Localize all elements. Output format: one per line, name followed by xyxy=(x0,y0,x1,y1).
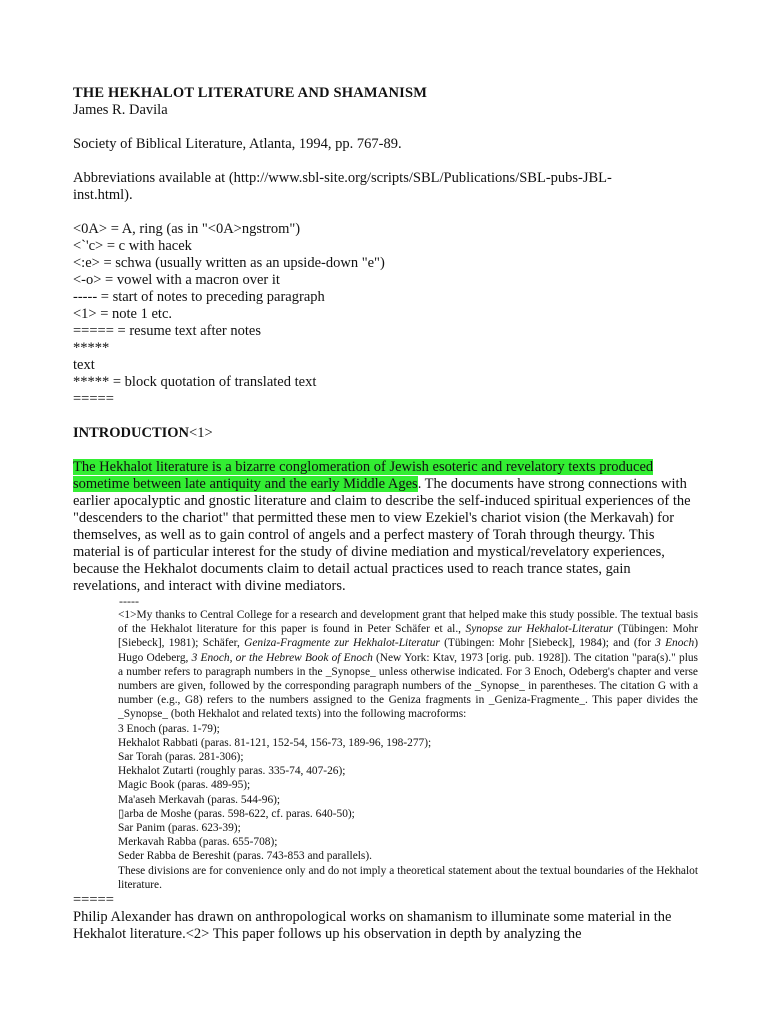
footnote-text: (Tübingen: Mohr [Siebeck], 1984); and (for xyxy=(439,637,656,650)
footnote-text: (New York: Ktav, 1973 [orig. pub. 1928]). The citation "para(s)." plus a number refers to paragraph numbers in the _Synopse_ unless otherwise indicated. For 3 Enoch, Odeberg's chapter and verse numbers are given, followed by the corresponding paragraph numbers of the _Synopse_ in parentheses. The citation G with a number (e.g., G8) refers to the numbers assigned to the Geniza fragments in _Geniza-Fragmente_. This paper divides the _Synopse_ (both Hekhalot and related texts) into the following macroforms: xyxy=(118,651,698,721)
notes-open-marker: ----- xyxy=(119,594,139,608)
legend-line: ***** = block quotation of translated text xyxy=(73,374,317,390)
footnote-text: ) Hugo Odeberg, xyxy=(118,637,698,664)
macroform-item: Magic Book (paras. 489-95); xyxy=(118,779,251,792)
abbreviations-line-1: Abbreviations available at (http://www.sbl-site.org/scripts/SBL/Publications/SBL-pubs-JBL- xyxy=(73,170,612,186)
footnote-closing: These divisions are for convenience only and do not imply a theoretical statement about the textual boundaries of the Hekhalot literature. xyxy=(118,864,698,891)
legend-line: <`'c> = c with hacek xyxy=(73,238,192,254)
macroform-item: Hekhalot Rabbati (paras. 81-121, 152-54, 156-73, 189-96, 198-277); xyxy=(118,736,432,749)
macroform-item: Merkavah Rabba (paras. 655-708); xyxy=(118,836,278,849)
legend-line: ===== = resume text after notes xyxy=(73,323,261,339)
footnote-italic-title: 3 Enoch, or the Hebrew Book of Enoch xyxy=(191,651,373,664)
legend-line: <-o> = vowel with a macron over it xyxy=(73,272,280,288)
encoding-legend xyxy=(73,221,698,408)
legend-line: text xyxy=(73,357,95,373)
legend-line: <1> = note 1 etc. xyxy=(73,306,173,322)
footnote-italic-title: 3 Enoch xyxy=(655,637,695,650)
footnotes-block xyxy=(118,595,698,892)
note-reference: <1> xyxy=(189,425,213,441)
legend-line: ***** xyxy=(73,340,110,356)
highlighted-sentence: The Hekhalot literature is a bizarre conglomeration of Jewish esoteric and revelatory texts produced sometime between late antiquity and the early Middle Ages xyxy=(73,459,654,492)
footnote-1 xyxy=(118,608,698,722)
macroform-item: Seder Rabba de Bereshit (paras. 743-853 and parallels). xyxy=(118,850,372,863)
introduction-paragraph xyxy=(73,459,698,595)
macroform-item: Ma'aseh Merkavah (paras. 544-96); xyxy=(118,793,281,806)
legend-line: ===== xyxy=(73,391,114,407)
introduction-heading-text: INTRODUCTION xyxy=(73,425,190,441)
macroform-item: Sar Panim (paras. 623-39); xyxy=(118,822,241,835)
legend-line: ----- = start of notes to preceding paragraph xyxy=(73,289,325,305)
legend-line: <:e> = schwa (usually written as an upside-down "e") xyxy=(73,255,385,271)
macroform-item: ▯arba de Moshe (paras. 598-622, cf. paras. 640-50); xyxy=(118,807,355,820)
macroform-item: 3 Enoch (paras. 1-79); xyxy=(118,722,220,735)
document-page xyxy=(73,84,698,943)
body-paragraph: Philip Alexander has drawn on anthropological works on shamanism to illuminate some material in the Hekhalot literature.<2> This paper follows up his observation in depth by analyzing the xyxy=(73,909,672,943)
introduction-paragraph-rest: . The documents have strong connections with earlier apocalyptic and gnostic literature and claim to describe the self-induced spiritual experiences of the "descenders to the chariot" that permitted these men to view Ezekiel's chariot vision (the Merkavah) for themselves, as well as to gain control of angels and a perfect mastery of Torah through theurgy. This material is of particular interest for the study of divine mediation and mystical/revelatory experiences, because the Hekhalot documents claim to detail actual practices used to reach trance states, gain revelations, and interact with divine mediators. xyxy=(73,476,691,594)
footnote-text: <1>My thanks to Central College for a research and development grant that helped make this study possible. The textual basis of the Hekhalot literature for this paper is found in Peter Schäfer et al., xyxy=(118,609,698,636)
abbreviations-note xyxy=(73,170,698,204)
macroform-item: Hekhalot Zutarti (roughly paras. 335-74, 407-26); xyxy=(118,765,346,778)
notes-close-marker: ===== xyxy=(73,892,114,909)
publication-citation: Society of Biblical Literature, Atlanta, 1994, pp. 767-89. xyxy=(73,136,402,152)
section-heading-introduction xyxy=(73,425,698,442)
author-name: James R. Davila xyxy=(73,102,168,118)
footnote-italic-title: Synopse zur Hekhalot-Literatur xyxy=(465,623,614,636)
footnote-text: (Tübingen: Mohr [Siebeck], 1981); Schäfer, xyxy=(118,623,698,650)
macroform-list xyxy=(118,722,698,864)
legend-line: <0A> = A, ring (as in "<0A>ngstrom") xyxy=(73,221,301,237)
abbreviations-line-2: inst.html). xyxy=(73,187,133,203)
macroform-item: Sar Torah (paras. 281-306); xyxy=(118,751,244,764)
footnote-italic-title: Geniza-Fragmente zur Hekhalot-Literatur xyxy=(244,637,440,650)
document-title: THE HEKHALOT LITERATURE AND SHAMANISM xyxy=(73,85,428,101)
